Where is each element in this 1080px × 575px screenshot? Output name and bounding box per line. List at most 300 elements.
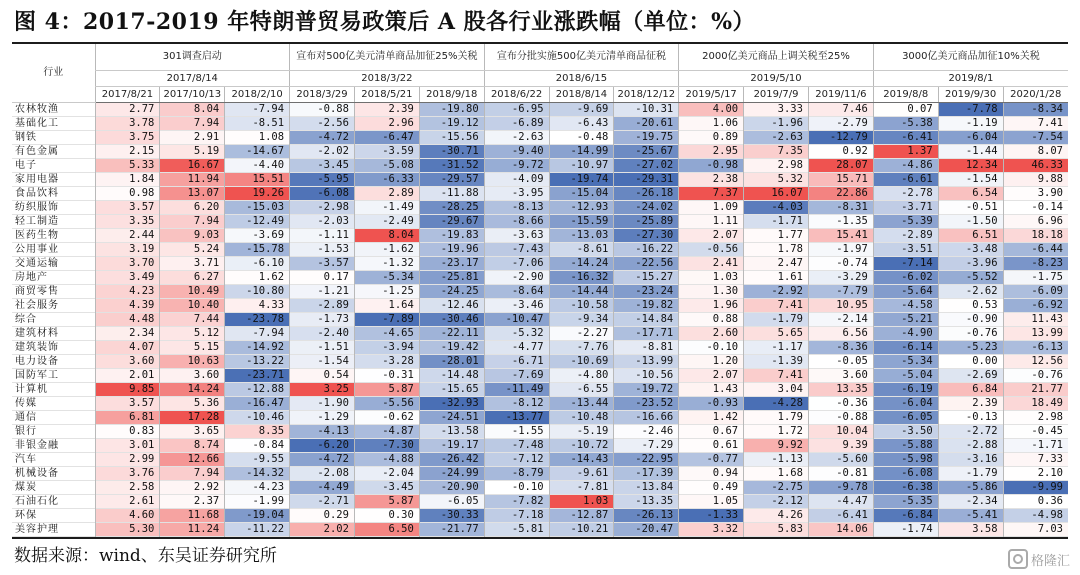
return-cell: -4.40	[225, 159, 290, 173]
return-cell: -6.09	[1003, 285, 1068, 299]
table-row	[12, 313, 1068, 327]
return-cell: -0.56	[679, 243, 744, 257]
return-cell: -1.54	[938, 173, 1003, 187]
return-cell: 2.99	[95, 453, 160, 467]
return-cell: -16.22	[614, 243, 679, 257]
return-cell: -6.20	[290, 439, 355, 453]
return-cell: -5.19	[549, 425, 614, 439]
industry-label: 交通运输	[15, 258, 59, 269]
industry-label: 国防军工	[15, 370, 59, 381]
return-cell: 0.49	[679, 481, 744, 495]
return-cell: 3.49	[95, 271, 160, 285]
return-cell: -30.46	[419, 313, 484, 327]
return-cell: 28.07	[808, 159, 873, 173]
return-cell: -1.53	[290, 243, 355, 257]
return-cell: -4.65	[354, 327, 419, 341]
industry-label: 商贸零售	[15, 286, 59, 297]
return-cell: -12.93	[549, 201, 614, 215]
industry-label: 医药生物	[15, 230, 59, 241]
return-cell: 6.81	[95, 411, 160, 425]
table-row	[12, 299, 1068, 313]
event-header: 宣布分批实施500亿美元清单商品征税	[484, 44, 679, 71]
industry-label: 电力设备	[15, 356, 59, 367]
return-cell: -1.75	[1003, 271, 1068, 285]
return-cell: 0.88	[679, 313, 744, 327]
return-cell: 1.42	[679, 411, 744, 425]
return-cell: -10.58	[549, 299, 614, 313]
return-cell: -1.71	[744, 215, 809, 229]
return-cell: -10.47	[484, 313, 549, 327]
column-date: 2019/8/8	[873, 87, 938, 103]
return-cell: 4.60	[95, 509, 160, 523]
return-cell: -14.84	[614, 313, 679, 327]
return-cell: -6.05	[419, 495, 484, 509]
return-cell: -6.04	[873, 397, 938, 411]
return-cell: -5.21	[873, 313, 938, 327]
return-cell: -2.62	[938, 285, 1003, 299]
return-cell: -19.80	[419, 103, 484, 117]
return-cell: -7.18	[484, 509, 549, 523]
return-cell: -8.12	[484, 397, 549, 411]
return-cell: -7.48	[484, 439, 549, 453]
row-header-industry: 行业	[12, 44, 95, 103]
return-cell: 2.98	[744, 159, 809, 173]
return-cell: -7.30	[354, 439, 419, 453]
return-cell: 11.94	[160, 173, 225, 187]
return-cell: 18.18	[1003, 229, 1068, 243]
return-cell: 9.85	[95, 383, 160, 397]
return-cell: 7.94	[160, 467, 225, 481]
return-cell: -4.72	[290, 453, 355, 467]
return-cell: -7.29	[614, 439, 679, 453]
return-cell: -4.49	[290, 481, 355, 495]
return-cell: -17.71	[614, 327, 679, 341]
return-cell: -1.39	[744, 355, 809, 369]
table-row	[12, 271, 1068, 285]
return-cell: -14.92	[225, 341, 290, 355]
logo-icon	[1008, 549, 1028, 569]
return-cell: 3.58	[938, 523, 1003, 537]
return-cell: -7.14	[873, 257, 938, 271]
return-cell: -1.17	[744, 341, 809, 355]
return-cell: -1.29	[290, 411, 355, 425]
return-cell: -6.47	[354, 131, 419, 145]
return-cell: -2.69	[938, 369, 1003, 383]
industry-label: 通信	[15, 412, 37, 423]
industry-label: 计算机	[15, 384, 48, 395]
return-cell: -2.63	[484, 131, 549, 145]
event-date: 2018/6/15	[484, 71, 679, 87]
return-cell: -0.77	[679, 453, 744, 467]
industry-label: 银行	[15, 426, 37, 437]
return-cell: -5.39	[873, 215, 938, 229]
industry-label: 农林牧渔	[15, 104, 59, 115]
return-cell: -3.95	[484, 187, 549, 201]
return-cell: 7.41	[1003, 117, 1068, 131]
return-cell: -2.89	[290, 299, 355, 313]
return-cell: -2.03	[290, 215, 355, 229]
return-cell: -3.94	[354, 341, 419, 355]
return-cell: 3.25	[290, 383, 355, 397]
return-cell: 5.15	[160, 341, 225, 355]
industry-label: 纺织服饰	[15, 202, 59, 213]
return-cell: -31.52	[419, 159, 484, 173]
return-cell: -3.16	[938, 453, 1003, 467]
return-cell: -19.12	[419, 117, 484, 131]
table-row	[12, 495, 1068, 509]
return-cell: -28.25	[419, 201, 484, 215]
return-cell: -8.31	[808, 201, 873, 215]
return-cell: 7.46	[808, 103, 873, 117]
industry-label: 美容护理	[15, 524, 59, 535]
return-cell: -7.69	[484, 369, 549, 383]
return-cell: -17.39	[614, 467, 679, 481]
return-cell: -13.44	[549, 397, 614, 411]
return-cell: 7.03	[1003, 523, 1068, 537]
return-cell: 5.12	[160, 327, 225, 341]
return-cell: -5.41	[938, 509, 1003, 523]
return-cell: -4.13	[290, 425, 355, 439]
return-cell: -1.44	[938, 145, 1003, 159]
return-cell: -16.66	[614, 411, 679, 425]
column-date: 2018/2/10	[225, 87, 290, 103]
return-cell: -13.35	[614, 495, 679, 509]
table-row	[12, 229, 1068, 243]
return-cell: 0.67	[679, 425, 744, 439]
return-cell: 6.56	[808, 327, 873, 341]
table-row	[12, 523, 1068, 537]
return-cell: -3.63	[484, 229, 549, 243]
return-cell: -1.71	[1003, 439, 1068, 453]
return-cell: -1.25	[354, 285, 419, 299]
return-cell: -6.10	[225, 257, 290, 271]
return-cell: -3.28	[354, 355, 419, 369]
return-cell: 10.49	[160, 285, 225, 299]
return-cell: -1.13	[744, 453, 809, 467]
return-cell: 16.07	[744, 187, 809, 201]
return-cell: 0.92	[808, 145, 873, 159]
return-cell: -7.94	[225, 103, 290, 117]
industry-label: 房地产	[15, 272, 48, 283]
return-cell: -16.47	[225, 397, 290, 411]
return-cell: -6.05	[873, 411, 938, 425]
return-cell: 5.33	[95, 159, 160, 173]
industry-label: 钢铁	[15, 132, 37, 143]
return-cell: -1.79	[938, 467, 1003, 481]
return-cell: 19.26	[225, 187, 290, 201]
industry-label: 石油石化	[15, 496, 59, 507]
return-cell: -19.82	[614, 299, 679, 313]
return-cell: -29.67	[419, 215, 484, 229]
return-cell: -4.03	[744, 201, 809, 215]
return-cell: -2.78	[873, 187, 938, 201]
return-cell: -14.32	[225, 467, 290, 481]
return-cell: 1.20	[679, 355, 744, 369]
return-cell: -15.78	[225, 243, 290, 257]
return-cell: 6.96	[1003, 215, 1068, 229]
industry-label: 机械设备	[15, 468, 59, 479]
table-row	[12, 383, 1068, 397]
column-date: 2018/5/21	[354, 87, 419, 103]
return-cell: 7.44	[160, 313, 225, 327]
return-cell: -8.79	[484, 467, 549, 481]
return-cell: -7.81	[549, 481, 614, 495]
return-cell: 1.78	[744, 243, 809, 257]
return-cell: -29.31	[614, 173, 679, 187]
return-cell: -15.03	[225, 201, 290, 215]
return-cell: -6.04	[938, 131, 1003, 145]
event-date: 2018/3/22	[290, 71, 485, 87]
table-row	[12, 439, 1068, 453]
return-cell: -6.08	[873, 467, 938, 481]
return-cell: -2.72	[938, 425, 1003, 439]
table-row	[12, 145, 1068, 159]
return-cell: -0.74	[808, 257, 873, 271]
return-cell: -0.31	[354, 369, 419, 383]
return-cell: -12.87	[549, 509, 614, 523]
return-cell: 10.63	[160, 355, 225, 369]
return-cell: -9.69	[549, 103, 614, 117]
return-cell: 6.20	[160, 201, 225, 215]
return-cell: 3.57	[95, 201, 160, 215]
return-cell: 1.61	[744, 271, 809, 285]
return-cell: 12.34	[938, 159, 1003, 173]
return-cell: 7.41	[744, 369, 809, 383]
return-cell: -20.47	[614, 523, 679, 537]
return-cell: -3.57	[290, 257, 355, 271]
return-cell: 4.26	[744, 509, 809, 523]
return-cell: -2.90	[484, 271, 549, 285]
table-row	[12, 103, 1068, 117]
return-cell: 6.51	[938, 229, 1003, 243]
return-cell: -5.56	[354, 397, 419, 411]
return-cell: -6.84	[873, 509, 938, 523]
return-cell: 2.01	[95, 369, 160, 383]
return-cell: -2.88	[938, 439, 1003, 453]
return-cell: -7.79	[808, 285, 873, 299]
figure-title: 图 4：2017-2019 年特朗普贸易政策后 A 股各行业涨跌幅（单位：%）	[14, 9, 756, 35]
watermark-text: 格隆汇	[1030, 553, 1070, 569]
return-cell: -2.27	[549, 327, 614, 341]
return-cell: 0.89	[679, 131, 744, 145]
return-cell: -10.69	[549, 355, 614, 369]
return-cell: -28.01	[419, 355, 484, 369]
return-cell: -2.89	[873, 229, 938, 243]
return-cell: 0.83	[95, 425, 160, 439]
return-cell: -7.94	[225, 327, 290, 341]
return-cell: -6.33	[354, 173, 419, 187]
return-cell: -5.88	[873, 439, 938, 453]
return-cell: -15.56	[419, 131, 484, 145]
return-cell: -15.65	[419, 383, 484, 397]
return-cell: -6.41	[873, 131, 938, 145]
return-cell: -0.76	[1003, 369, 1068, 383]
table-row	[12, 201, 1068, 215]
return-cell: 7.94	[160, 117, 225, 131]
return-cell: -6.55	[549, 383, 614, 397]
return-cell: 2.07	[679, 369, 744, 383]
return-cell: 7.94	[160, 215, 225, 229]
return-cell: -1.19	[938, 117, 1003, 131]
return-cell: 3.76	[95, 467, 160, 481]
return-cell: 7.37	[679, 187, 744, 201]
return-cell: 2.95	[679, 145, 744, 159]
return-cell: -3.45	[354, 481, 419, 495]
return-cell: 8.04	[160, 103, 225, 117]
return-cell: -8.34	[1003, 103, 1068, 117]
event-header: 2000亿美元商品上调关税至25%	[679, 44, 874, 71]
return-cell: 0.94	[679, 467, 744, 481]
return-cell: -9.55	[225, 453, 290, 467]
return-cell: 5.30	[95, 523, 160, 537]
return-cell: -0.81	[808, 467, 873, 481]
return-cell: -3.69	[225, 229, 290, 243]
return-cell: -3.96	[938, 257, 1003, 271]
event-header: 301调查启动	[95, 44, 290, 71]
return-cell: 9.39	[808, 439, 873, 453]
return-cell: 9.88	[1003, 173, 1068, 187]
return-cell: -13.77	[484, 411, 549, 425]
return-cell: -12.46	[419, 299, 484, 313]
return-cell: -4.90	[873, 327, 938, 341]
event-date: 2019/5/10	[679, 71, 874, 87]
return-cell: -1.21	[290, 285, 355, 299]
return-cell: -19.74	[549, 173, 614, 187]
return-cell: -19.42	[419, 341, 484, 355]
column-date: 2019/7/9	[744, 87, 809, 103]
return-cell: 8.74	[160, 439, 225, 453]
table-row	[12, 355, 1068, 369]
return-cell: 4.07	[95, 341, 160, 355]
return-cell: -23.78	[225, 313, 290, 327]
return-cell: -0.45	[1003, 425, 1068, 439]
return-cell: 1.03	[679, 271, 744, 285]
return-cell: 2.15	[95, 145, 160, 159]
return-cell: -10.72	[549, 439, 614, 453]
return-cell: -1.74	[873, 523, 938, 537]
return-cell: -6.08	[290, 187, 355, 201]
return-cell: -5.95	[290, 173, 355, 187]
return-cell: -0.51	[938, 201, 1003, 215]
return-cell: 3.32	[679, 523, 744, 537]
return-cell: -7.43	[484, 243, 549, 257]
return-cell: 10.04	[808, 425, 873, 439]
return-cell: 1.64	[354, 299, 419, 313]
return-cell: 11.43	[1003, 313, 1068, 327]
table-row	[12, 327, 1068, 341]
industry-label: 食品饮料	[15, 188, 59, 199]
return-cell: -3.71	[873, 201, 938, 215]
return-cell: 0.53	[938, 299, 1003, 313]
return-cell: -0.98	[679, 159, 744, 173]
industry-label: 非银金融	[15, 440, 59, 451]
return-cell: 3.35	[95, 215, 160, 229]
return-cell: 0.07	[873, 103, 938, 117]
return-cell: -4.72	[290, 131, 355, 145]
return-cell: 2.41	[679, 257, 744, 271]
return-cell: -10.80	[225, 285, 290, 299]
table-row	[12, 173, 1068, 187]
return-cell: -4.98	[1003, 509, 1068, 523]
return-cell: -2.49	[354, 215, 419, 229]
return-cell: 2.10	[1003, 467, 1068, 481]
industry-label: 传媒	[15, 398, 37, 409]
return-cell: 2.61	[95, 495, 160, 509]
table-row	[12, 467, 1068, 481]
return-cell: 46.33	[1003, 159, 1068, 173]
return-cell: -1.79	[744, 313, 809, 327]
return-cell: -3.46	[484, 299, 549, 313]
return-cell: 3.60	[808, 369, 873, 383]
return-cell: -2.14	[808, 313, 873, 327]
return-cell: -1.11	[290, 229, 355, 243]
industry-label: 电子	[15, 160, 37, 171]
return-cell: 11.24	[160, 523, 225, 537]
return-cell: 1.96	[679, 299, 744, 313]
return-cell: -22.11	[419, 327, 484, 341]
industry-label: 公用事业	[15, 244, 59, 255]
return-cell: -2.46	[614, 425, 679, 439]
return-cell: -4.28	[744, 397, 809, 411]
return-cell: 10.95	[808, 299, 873, 313]
return-cell: -8.51	[225, 117, 290, 131]
return-cell: -23.71	[225, 369, 290, 383]
return-cell: -15.27	[614, 271, 679, 285]
return-cell: 9.92	[744, 439, 809, 453]
return-cell: -2.08	[290, 467, 355, 481]
return-cell: 6.54	[938, 187, 1003, 201]
table-row	[12, 481, 1068, 495]
industry-label: 有色金属	[15, 146, 59, 157]
return-cell: -0.62	[354, 411, 419, 425]
return-cell: 12.56	[1003, 355, 1068, 369]
return-cell: 3.04	[744, 383, 809, 397]
event-header: 3000亿美元商品加征10%关税	[873, 44, 1068, 71]
return-cell: -9.99	[1003, 481, 1068, 495]
return-cell: -1.90	[290, 397, 355, 411]
return-cell: -27.02	[614, 159, 679, 173]
return-cell: -0.93	[679, 397, 744, 411]
return-cell: -9.40	[484, 145, 549, 159]
industry-label: 煤炭	[15, 482, 37, 493]
table-row	[12, 257, 1068, 271]
return-cell: 1.09	[679, 201, 744, 215]
return-cell: 17.28	[160, 411, 225, 425]
table-row	[12, 453, 1068, 467]
return-cell: 8.35	[225, 425, 290, 439]
return-cell: -1.99	[225, 495, 290, 509]
return-cell: -12.88	[225, 383, 290, 397]
return-cell: -5.34	[354, 271, 419, 285]
return-cell: 0.98	[95, 187, 160, 201]
return-cell: -12.79	[808, 131, 873, 145]
return-cell: -22.56	[614, 257, 679, 271]
return-cell: -7.12	[484, 453, 549, 467]
return-cell: 8.07	[1003, 145, 1068, 159]
return-cell: -1.35	[808, 215, 873, 229]
return-cell: -20.90	[419, 481, 484, 495]
column-date: 2019/9/30	[938, 87, 1003, 103]
return-cell: -32.93	[419, 397, 484, 411]
table-row	[12, 411, 1068, 425]
return-cell: -2.71	[290, 495, 355, 509]
return-cell: 14.24	[160, 383, 225, 397]
return-cell: 13.35	[808, 383, 873, 397]
return-cell: -4.47	[808, 495, 873, 509]
return-cell: -8.64	[484, 285, 549, 299]
return-cell: -8.36	[808, 341, 873, 355]
industry-label: 社会服务	[15, 300, 59, 311]
